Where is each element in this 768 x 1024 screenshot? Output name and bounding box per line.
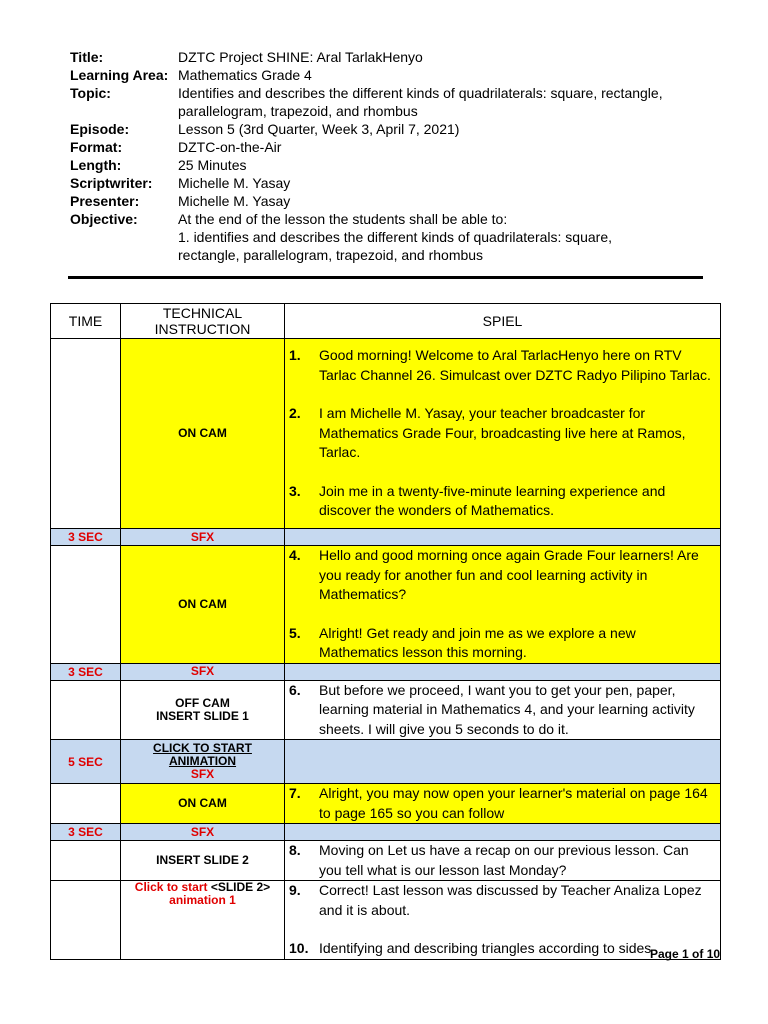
table-row <box>51 841 721 881</box>
time-cell: 3 SEC <box>51 824 121 841</box>
header-value: DZTC-on-the-Air <box>178 139 282 155</box>
time-cell: 5 SEC <box>51 740 121 784</box>
header-row-scriptwriter <box>70 174 730 192</box>
technical-instruction-line: INSERT SLIDE 2 <box>156 853 249 867</box>
time-cell <box>51 339 121 529</box>
script-rows <box>51 339 721 960</box>
time-cell <box>51 841 121 881</box>
time-column-header: TIME <box>51 304 121 339</box>
header-label: Episode: <box>70 121 130 137</box>
header-value: Mathematics Grade 4 <box>178 67 312 83</box>
spiel-item <box>285 404 720 463</box>
page-of: of <box>688 947 707 961</box>
spiel-item <box>285 482 720 521</box>
script-header <box>70 48 730 264</box>
technical-instruction-line: ON CAM <box>178 426 227 440</box>
header-label: Learning Area: <box>70 67 169 83</box>
header-label: Objective: <box>70 211 138 227</box>
spiel-cell <box>285 824 721 841</box>
spiel-item <box>285 346 720 385</box>
header-row-learning-area <box>70 66 730 84</box>
header-label: Title: <box>70 49 104 65</box>
table-row <box>51 546 721 664</box>
spiel-item-text: Alright! Get ready and join me as we explore a new Mathematics lesson this morning. <box>319 624 636 660</box>
header-value: Michelle M. Yasay <box>178 175 291 191</box>
spiel-cell <box>285 680 721 740</box>
technical-instruction-line: ON CAM <box>178 596 227 611</box>
technical-instruction-cell <box>121 740 285 784</box>
header-row-title <box>70 48 730 66</box>
spiel-item <box>285 841 720 880</box>
technical-instruction-line: SFX <box>190 529 215 544</box>
header-value: At the end of the lesson the students shall be able to: 1. identifies and describes the different kinds of quadrilaterals: square, rectangle, parallelogram, trapezoid, and rhombus <box>178 211 612 263</box>
header-value: Identifies and describes the different kinds of quadrilaterals: square, rectangle, parallelogram, trapezoid, and rhombus <box>178 85 663 119</box>
header-label: Format: <box>70 139 123 155</box>
spiel-item-text: Join me in a twenty-five-minute learning experience and discover the wonders of Mathematics. <box>319 482 666 519</box>
page-number <box>650 947 720 961</box>
technical-instruction-line: animation 1 <box>169 893 236 907</box>
technical-instruction-line: ON CAM <box>178 796 227 810</box>
spiel-item-number: 4. <box>289 547 301 563</box>
table-row <box>51 529 721 546</box>
technical-instruction-line: INSERT SLIDE 1 <box>156 708 249 723</box>
spiel-item-number: 7. <box>289 785 301 801</box>
technical-instruction-cell <box>121 663 285 680</box>
spiel-item-text: Alright, you may now open your learner's material on page 164 to page 165 so you can follow <box>319 785 708 821</box>
spiel-item-text: Correct! Last lesson was discussed by Teacher Analiza Lopez and it is about. <box>319 882 702 918</box>
spiel-item-text: But before we proceed, I want you to get your pen, paper, learning material in Mathematics 4, and your learning activity sheets. I will give you 5 seconds to do it. <box>319 681 695 737</box>
spiel-item <box>285 546 720 605</box>
spiel-spacer <box>285 385 720 404</box>
header-label: Topic: <box>70 85 111 101</box>
spiel-cell <box>285 784 721 824</box>
technical-instruction-cell <box>121 824 285 841</box>
technical-instruction-cell <box>121 680 285 740</box>
header-row-format <box>70 138 730 156</box>
header-value: 25 Minutes <box>178 157 247 173</box>
spiel-cell <box>285 841 721 881</box>
time-cell: 3 SEC <box>51 529 121 546</box>
spiel-item-number: 9. <box>289 882 301 898</box>
technical-instruction-line: CLICK TO START <box>153 741 252 755</box>
header-label: Length: <box>70 157 122 173</box>
table-row <box>51 881 721 960</box>
spiel-item <box>285 784 720 823</box>
technical-instruction-line: Click to start <box>134 880 208 894</box>
time-cell <box>51 546 121 664</box>
spiel-cell <box>285 740 721 784</box>
spiel-spacer <box>285 463 720 482</box>
header-value: Michelle M. Yasay <box>178 193 291 209</box>
script-table <box>50 303 721 960</box>
header-label: Scriptwriter: <box>70 175 153 191</box>
time-cell <box>51 784 121 824</box>
table-row <box>51 824 721 841</box>
total-pages: 10 <box>706 947 721 961</box>
spiel-cell <box>285 663 721 680</box>
spiel-item-number: 8. <box>289 842 301 858</box>
spiel-column-header: SPIEL <box>285 304 721 339</box>
spiel-cell <box>285 529 721 546</box>
technical-instruction-cell <box>121 529 285 546</box>
technical-instruction-line: SFX <box>190 664 215 678</box>
technical-instruction-line: ANIMATION <box>168 754 237 768</box>
spiel-spacer <box>285 920 720 939</box>
spiel-item-number: 10. <box>289 940 309 956</box>
header-divider <box>68 276 703 279</box>
technical-instruction-line: OFF CAM <box>175 695 230 710</box>
spiel-item <box>285 624 720 663</box>
spiel-item-number: 3. <box>289 482 301 499</box>
technical-instruction-column-header: TECHNICAL INSTRUCTION <box>121 304 285 339</box>
table-row <box>51 740 721 784</box>
time-cell: 3 SEC <box>51 663 121 680</box>
spiel-item-text: Moving on Let us have a recap on our previous lesson. Can you tell what is our lesson last Monday? <box>319 842 689 878</box>
spiel-item-text: Identifying and describing triangles according to sides <box>319 940 652 956</box>
spiel-item-number: 6. <box>289 681 301 698</box>
technical-instruction-cell <box>121 841 285 881</box>
spiel-item-number: 5. <box>289 624 301 641</box>
table-row <box>51 339 721 529</box>
spiel-item <box>285 881 720 920</box>
time-cell <box>51 881 121 960</box>
spiel-item-text: Hello and good morning once again Grade Four learners! Are you ready for another fun and cool learning activity in Mathematics? <box>319 547 699 602</box>
header-row-presenter <box>70 192 730 210</box>
technical-instruction-cell <box>121 339 285 529</box>
spiel-cell <box>285 339 721 529</box>
page-prefix: Page <box>650 947 683 961</box>
spiel-item-text: I am Michelle M. Yasay, your teacher broadcaster for Mathematics Grade Four, broadcasting live here at Ramos, Tarlac. <box>319 405 686 461</box>
technical-instruction-line: <SLIDE 2> <box>210 880 271 894</box>
header-value: DZTC Project SHINE: Aral TarlakHenyo <box>178 49 423 65</box>
table-row <box>51 784 721 824</box>
header-row-length <box>70 156 730 174</box>
spiel-item-number: 2. <box>289 405 301 422</box>
spiel-item <box>285 681 720 740</box>
header-value: Lesson 5 (3rd Quarter, Week 3, April 7, 2021) <box>178 121 460 137</box>
spiel-item-number: 1. <box>289 347 301 364</box>
table-row <box>51 663 721 680</box>
spiel-spacer <box>285 605 720 624</box>
spiel-cell <box>285 546 721 664</box>
header-row-objective <box>70 210 730 264</box>
header-label: Presenter: <box>70 193 140 209</box>
spiel-item-text: Good morning! Welcome to Aral TarlacHenyo here on RTV Tarlac Channel 26. Simulcast over DZTC Radyo Pilipino Tarlac. <box>319 347 711 383</box>
technical-instruction-cell <box>121 546 285 664</box>
table-row <box>51 680 721 740</box>
header-row-topic <box>70 84 730 120</box>
current-page: 1 <box>682 947 689 961</box>
technical-instruction-line: SFX <box>190 824 215 839</box>
technical-instruction-cell <box>121 881 285 960</box>
table-header-row <box>51 304 721 339</box>
time-cell <box>51 680 121 740</box>
technical-instruction-line: SFX <box>190 767 215 781</box>
header-row-episode <box>70 120 730 138</box>
technical-instruction-cell <box>121 784 285 824</box>
